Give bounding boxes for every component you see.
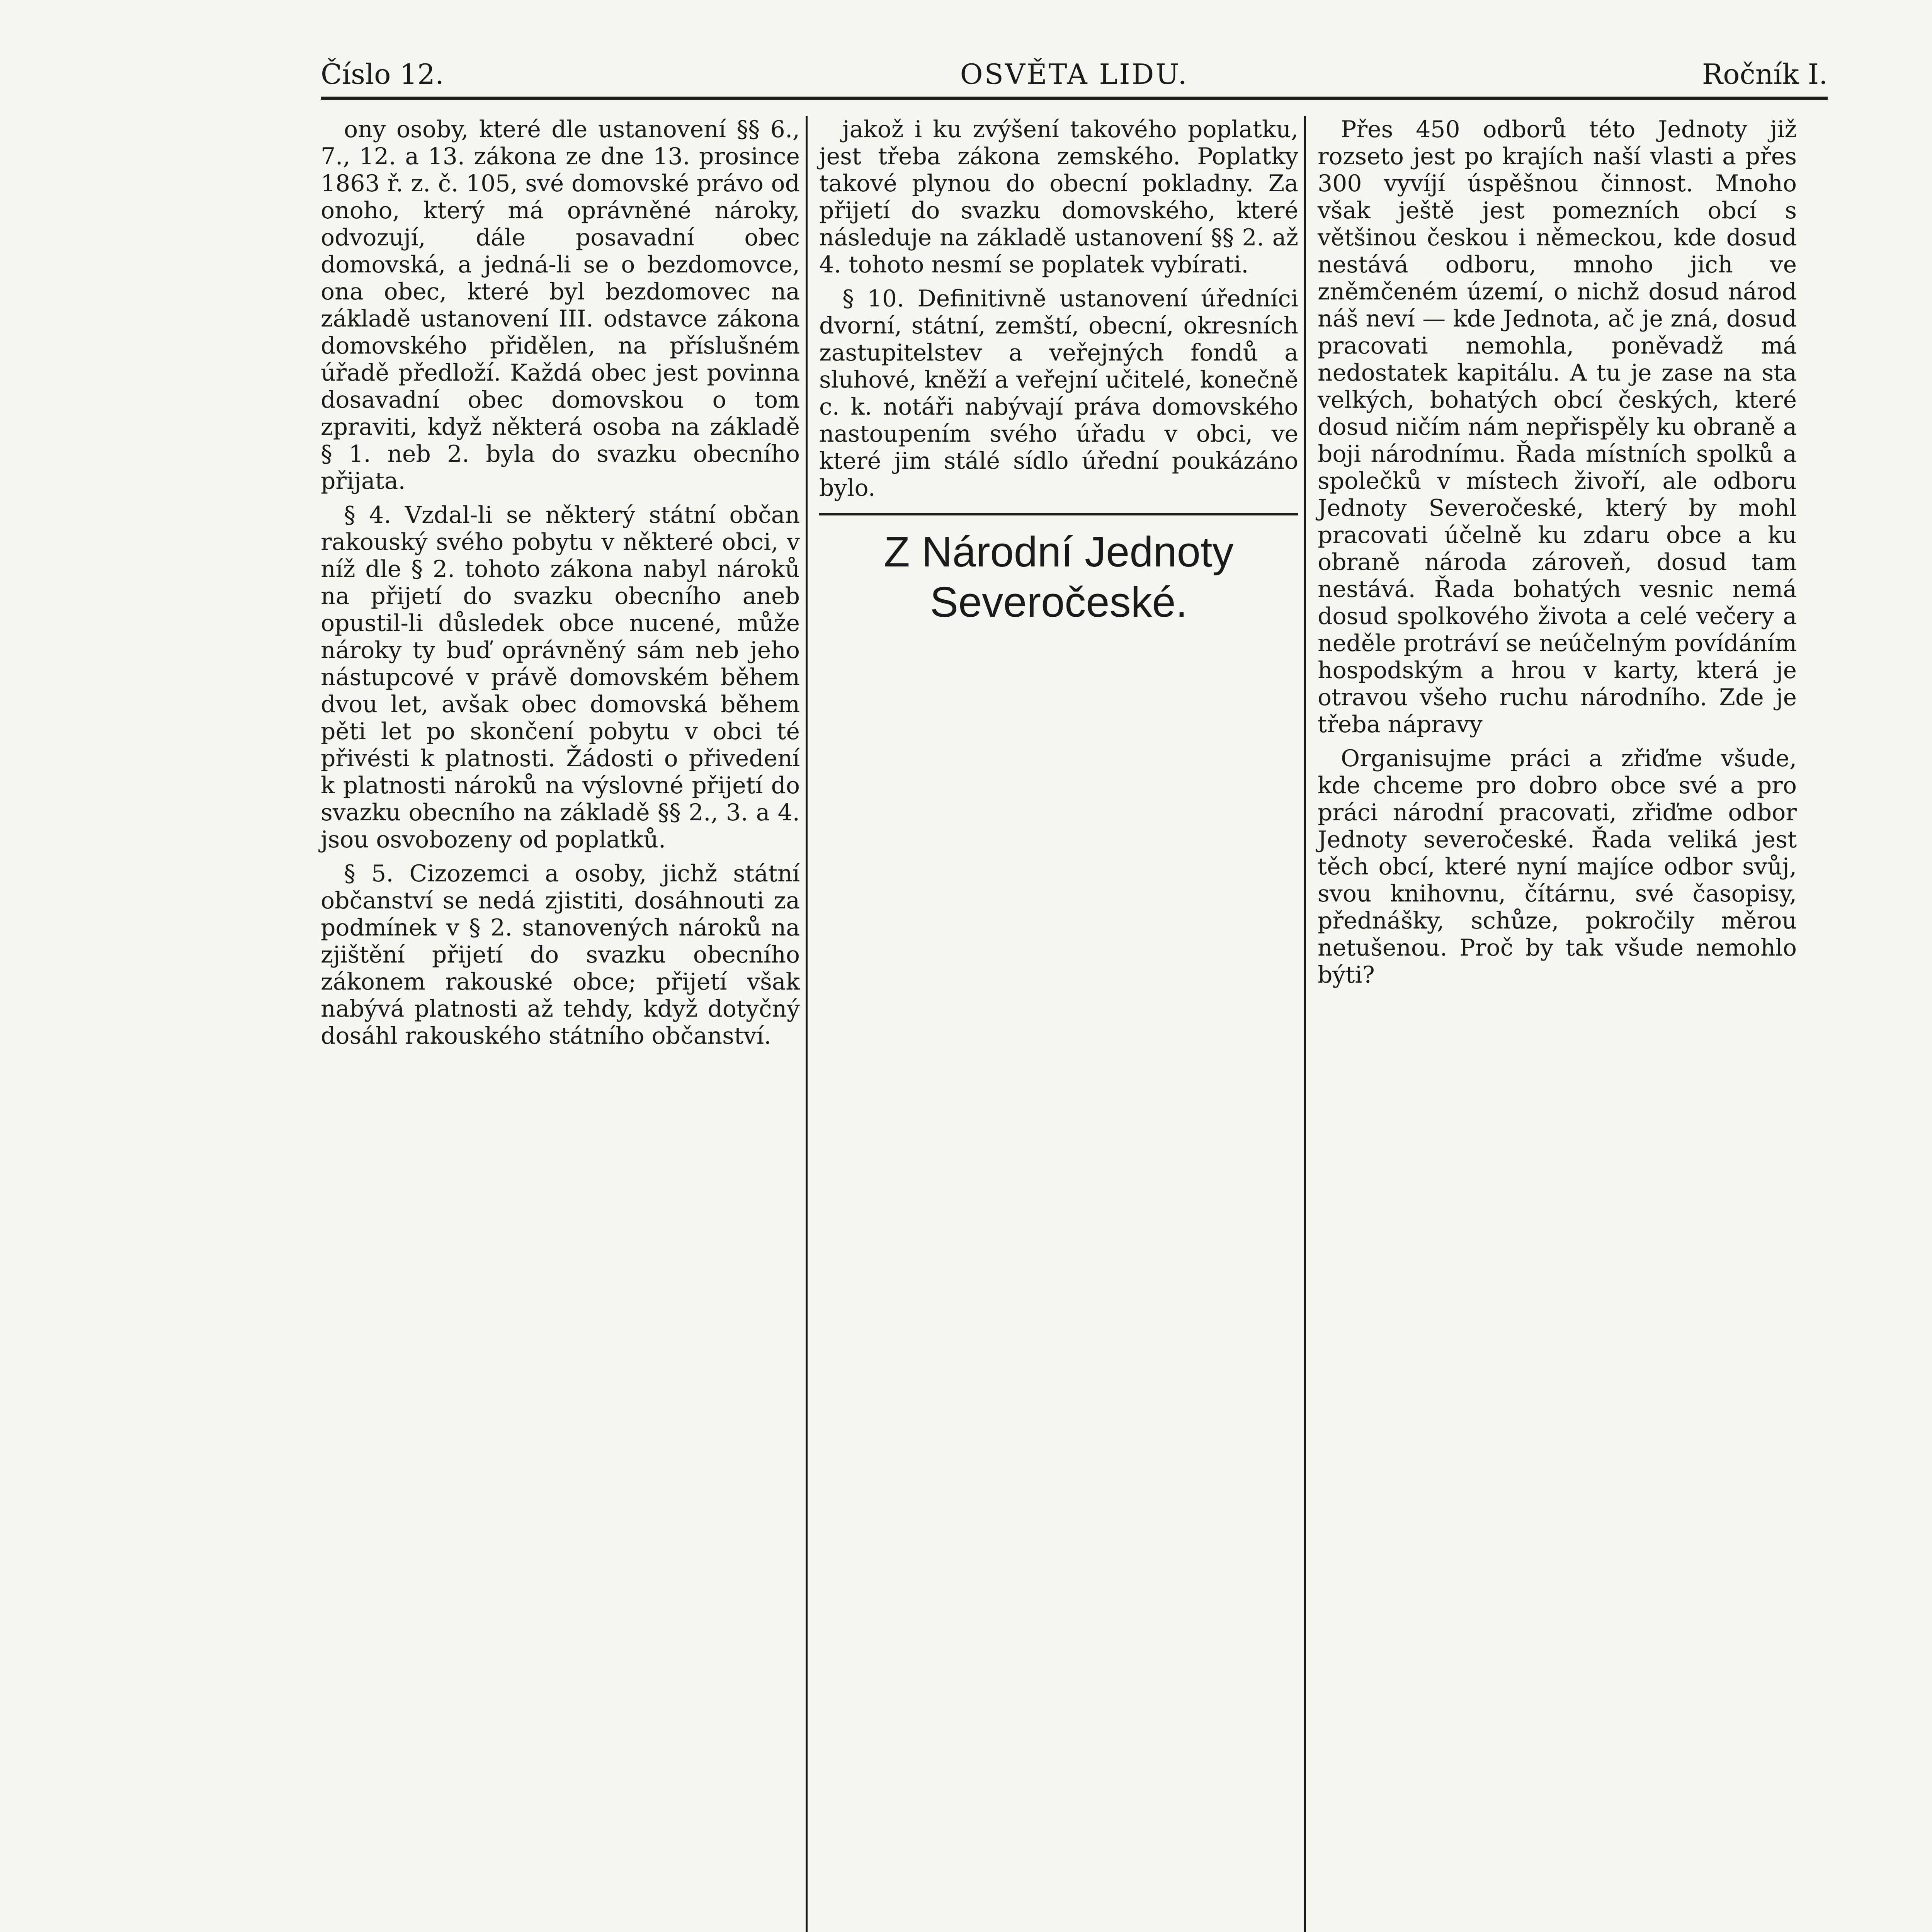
section-divider: [819, 513, 1298, 515]
issue-number: Číslo 12.: [321, 58, 444, 90]
masthead-title: OSVĚTA LIDU.: [960, 58, 1189, 90]
paragraph: Přes 450 odborů této Jednoty již rozseto jest po krajích naší vlasti a přes 300 vyvíjí úspěšnou činnost. Mnoho však ještě jest pomezních obcí s většinou českou i německou, kde dosud nestává odboru, mnoho jich ve zněmčeném území, o nichž dosud národ náš neví — kde Jednota, ač je zná, dosud pracovati nemohla, poněvadž má nedostatek kapitálu. A tu je zase na sta velkých, bohatých obcí českých, které dosud ničím nám nepřispěly ku obraně a boji národnímu. Řada místních spolků a společků v místech živoří, ale odboru Jednoty Severočeské, který by mohl pracovati účelně ku zdaru obce a ku obraně národa zároveň, dosud tam nestává. Řada bohatých vesnic nemá dosud spolkového života a celé večery a neděle protráví se neúčelným povídáním hospodským a hrou v karty, která je otravou všeho ruchu národního. Zde je třeba nápravy: [1318, 116, 1797, 738]
column-1: [321, 116, 800, 1056]
paragraph: ony osoby, které dle ustanovení §§ 6., 7., 12. a 13. zákona ze dne 13. prosince 1863 ř. z. č. 105, své domovské právo od onoho, který má oprávněné nároky, odvozují, dále posavadní obec domovská, a jedná-li se o bezdomovce, ona obec, které byl bezdomovec na základě ustanovení III. odstavce zákona domovského přidělen, na příslušném úřadě předloží. Každá obec jest povinna dosavadní obec domovskou o tom zpraviti, když některá osoba na základě § 1. neb 2. byla do svazku obecního přijata.: [321, 116, 800, 495]
header-rule: [321, 97, 1828, 100]
paragraph: § 10. Definitivně ustanovení úředníci dvorní, státní, zemští, obecní, okresních zastupitelstev a veřejných fondů a sluhové, kněží a veřejní učitelé, konečně c. k. notáři nabývají práva domovského nastoupením svého úřadu v obci, ve které jim stálé sídlo úřední poukázáno bylo.: [819, 285, 1298, 502]
column-2: [819, 116, 1298, 635]
column-divider-2: [1304, 116, 1306, 1932]
paragraph: jakož i ku zvýšení takového poplatku, jest třeba zákona zemského. Poplatky takové plynou do obecní pokladny. Za přijetí do svazku domovského, které následuje na základě ustanovení §§ 2. až 4. tohoto nesmí se poplatek vybírati.: [819, 116, 1298, 278]
column-divider-1: [806, 116, 808, 1932]
paragraph: Organisujme práci a zřiďme všude, kde chceme pro dobro obce své a pro práci národní pracovati, zřiďme odbor Jednoty severočeské. Řada veliká jest těch obcí, které nyní majíce odbor svůj, svou knihovnu, čítárnu, své časopisy, přednášky, schůze, pokročily měrou netušenou. Proč by tak všude nemohlo býti?: [1318, 745, 1797, 988]
section-heading-jednota: Z Národní Jednoty Severočeské.: [884, 528, 1234, 626]
paragraph: § 4. Vzdal-li se některý státní občan rakouský svého pobytu v některé obci, v níž dle § 2. tohoto zákona nabyl nároků na přijetí do svazku obecního aneb opustil-li důsledek obce nucené, může nároky ty buď oprávněný sám neb jeho nástupcové v právě domovském během dvou let, avšak obec domovská během pěti let po skončení pobytu v obci té přivésti k platnosti. Žádosti o přivedení k platnosti nároků na výslovné přijetí do svazku obecního na základě §§ 2., 3. a 4. jsou osvobozeny od poplatků.: [321, 502, 800, 853]
volume-number: Ročník I.: [1702, 58, 1828, 90]
paragraph: § 5. Cizozemci a osoby, jichž státní občanství se nedá zjistiti, dosáhnouti za podmínek v § 2. stanovených nároků na zjištění přijetí do svazku obecního zákonem rakouské obce; přijetí však nabývá platnosti až tehdy, když dotyčný dosáhl rakouského státního občanství.: [321, 860, 800, 1049]
page-header: [321, 58, 1828, 93]
column-3: [1318, 116, 1797, 995]
